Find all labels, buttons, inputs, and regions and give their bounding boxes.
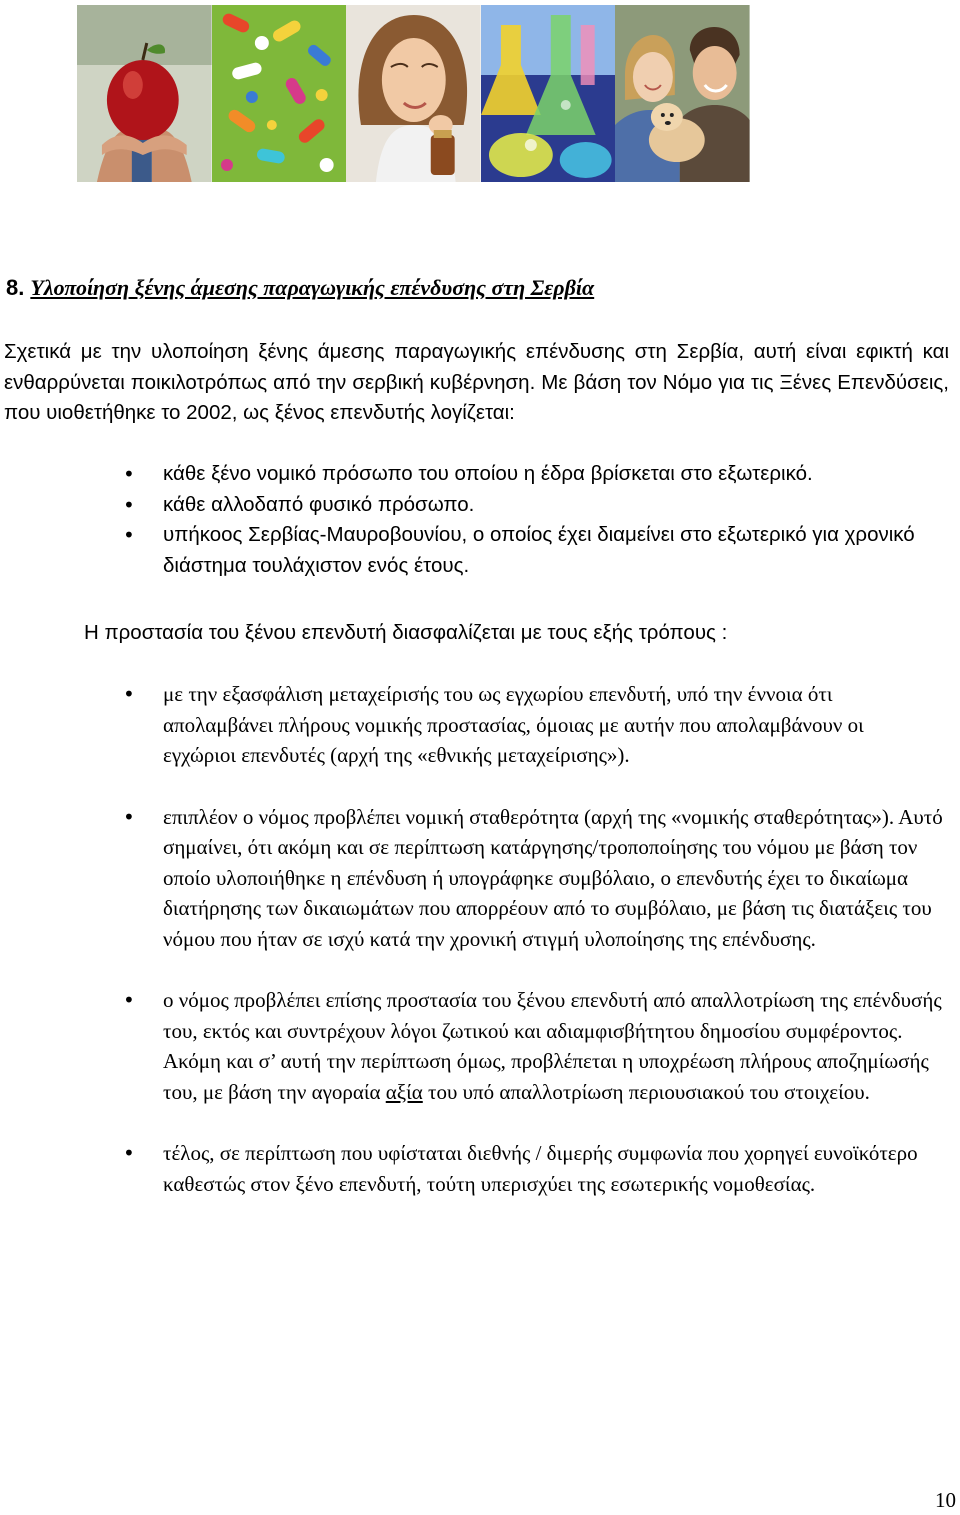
header-photo-strip <box>77 5 750 182</box>
lab-flasks-photo <box>481 5 616 182</box>
list-item <box>0 490 953 521</box>
list-item <box>0 985 953 1107</box>
section-number: 8. <box>6 275 25 300</box>
woman-pill-photo <box>346 5 481 182</box>
list-item <box>0 520 953 581</box>
list-item-text: τέλος, σε περίπτωση που υφίσταται διεθνής / διμερής συμφωνία που χορηγεί ευνοϊκότερο καθεστώς στον ξένο επενδυτή, τούτη υπερισχύει της εσωτερικής νομοθεσίας. <box>163 1141 918 1196</box>
list-item-text: υπήκοος Σερβίας-Μαυροβουνίου, ο οποίος έχει διαμείνει στο εξωτερικό για χρονικό διάστημα τουλάχιστον ενός έτους. <box>163 523 915 577</box>
bullet-icon: • <box>123 682 135 706</box>
bullet-icon: • <box>123 462 135 486</box>
investor-definition-list <box>0 459 953 581</box>
section-title: Υλοποίηση ξένης άμεσης παραγωγικής επένδυσης στη Σερβία <box>30 275 595 300</box>
bullet-icon: • <box>123 804 135 829</box>
pills-photo <box>212 5 347 182</box>
list-item-text: ο νόμος προβλέπει επίσης προστασία του ξένου επενδυτή από απαλλοτρίωση της επένδυσής του, εκτός και συντρέχουν λόγοι ζωτικού και αδιαμφισβήτητου δημοσίου συμφέροντος. Ακόμη και σ’ αυτή την περίπτωση όμως, προβλέπεται η υποχρέωση πλήρους αποζημίωσής του, με βάση την αγοραία αξία του υπό απαλλοτρίωση περιουσιακού του στοιχείου. <box>163 988 942 1104</box>
couple-dog-photo <box>615 5 750 182</box>
bullet-icon: • <box>123 523 135 547</box>
list-item-text: κάθε αλλοδαπό φυσικό πρόσωπο. <box>163 492 475 516</box>
list-item <box>0 459 953 490</box>
page-number: 10 <box>935 1488 956 1512</box>
protection-intro: Η προστασία του ξένου επενδυτή διασφαλίζεται με τους εξής τρόπους : <box>84 621 728 644</box>
list-item-text: κάθε ξένο νομικό πρόσωπο του οποίου η έδρα βρίσκεται στο εξωτερικό. <box>163 462 813 485</box>
list-item <box>0 802 953 955</box>
intro-paragraph: Σχετικά με την υλοποίηση ξένης άμεσης παραγωγικής επένδυσης στη Σερβία, αυτή είναι εφικτή και ενθαρρύνεται ποικιλοτρόπως από την σερβική κυβέρνηση. Με βάση τον Νόμο για τις Ξένες Επενδύσεις, που υιοθετήθηκε το 2002, ως ξένος επενδυτής λογίζεται: <box>4 340 949 424</box>
list-item <box>0 679 908 771</box>
underlined-word: αξία <box>385 1079 423 1104</box>
bullet-icon: • <box>123 1141 135 1165</box>
bullet-icon: • <box>123 492 135 517</box>
apple-hands-photo <box>77 5 212 182</box>
section-heading <box>6 275 594 301</box>
list-item <box>0 1138 953 1199</box>
list-item-text: επιπλέον ο νόμος προβλέπει νομική σταθερότητα (αρχή της «νομικής σταθερότητας»). Αυτό σημαίνει, ότι ακόμη και σε περίπτωση κατάργησης/τροποποίησης του νόμου με βάση τον οποίο υλοποιήθηκε η επένδυση ή υπογράφηκε συμβόλαιο, ο επενδυτής έχει το δικαίωμα διατήρησης των δικαιωμάτων που απορρέουν από το συμβόλαιο, με βάση τις διατάξεις του νόμου που ήταν σε ισχύ κατά την χρονική στιγμή υλοποίησης της επένδυσης. <box>163 804 943 951</box>
list-item-text: με την εξασφάλιση μεταχείρισής του ως εγχωρίου επενδυτή, υπό την έννοια ότι απολαμβάνει πλήρους νομικής προστασίας, όμοιας με αυτήν που απολαμβάνουν οι εγχώριοι επενδυτές (αρχή της «εθνικής μεταχείρισης»). <box>163 682 864 767</box>
protection-list <box>0 679 953 1199</box>
bullet-icon: • <box>123 988 135 1012</box>
